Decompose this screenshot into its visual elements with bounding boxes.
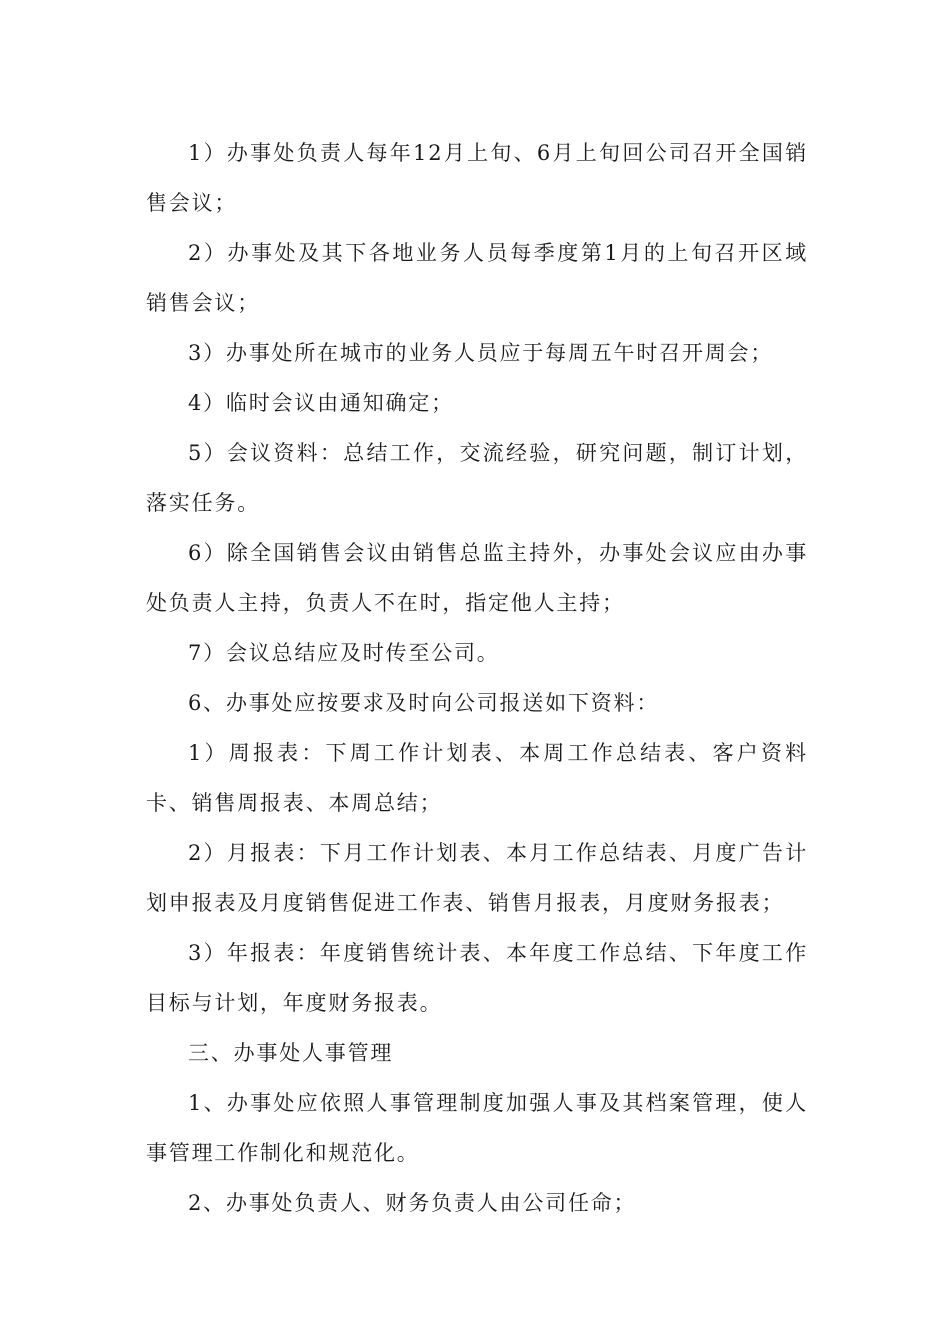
personnel-item-2: 2、办事处负责人、财务负责人由公司任命； — [188, 1191, 637, 1215]
document-body — [146, 128, 808, 1228]
paragraph-item-1: 1）办事处负责人每年12月上旬、6月上旬回公司召开全国销售会议； — [146, 141, 808, 215]
paragraph-item-4: 4）临时会议由通知确定； — [188, 391, 454, 415]
paragraph-item-5: 5）会议资料：总结工作，交流经验，研究问题，制订计划，落实任务。 — [146, 441, 808, 515]
report-item-annual: 3）年报表：年度销售统计表、本年度工作总结、下年度工作目标与计划，年度财务报表。 — [146, 941, 808, 1015]
section-heading: 三、办事处人事管理 — [188, 1041, 394, 1065]
personnel-item-1: 1、办事处应依照人事管理制度加强人事及其档案管理，使人事管理工作制化和规范化。 — [146, 1091, 808, 1165]
report-item-weekly: 1）周报表：下周工作计划表、本周工作总结表、客户资料卡、销售周报表、本周总结； — [146, 741, 808, 815]
section-item-6: 6、办事处应按要求及时向公司报送如下资料： — [188, 691, 660, 715]
paragraph-item-3: 3）办事处所在城市的业务人员应于每周五午时召开周会； — [188, 341, 774, 365]
report-item-monthly: 2）月报表：下月工作计划表、本月工作总结表、月度广告计划申报表及月度销售促进工作表、销售月报表，月度财务报表； — [146, 841, 808, 915]
paragraph-item-6: 6）除全国销售会议由销售总监主持外，办事处会议应由办事处负责人主持，负责人不在时，指定他人主持； — [146, 541, 808, 615]
paragraph-item-7: 7）会议总结应及时传至公司。 — [188, 641, 500, 665]
paragraph-item-2: 2）办事处及其下各地业务人员每季度第1月的上旬召开区域销售会议； — [146, 241, 808, 315]
